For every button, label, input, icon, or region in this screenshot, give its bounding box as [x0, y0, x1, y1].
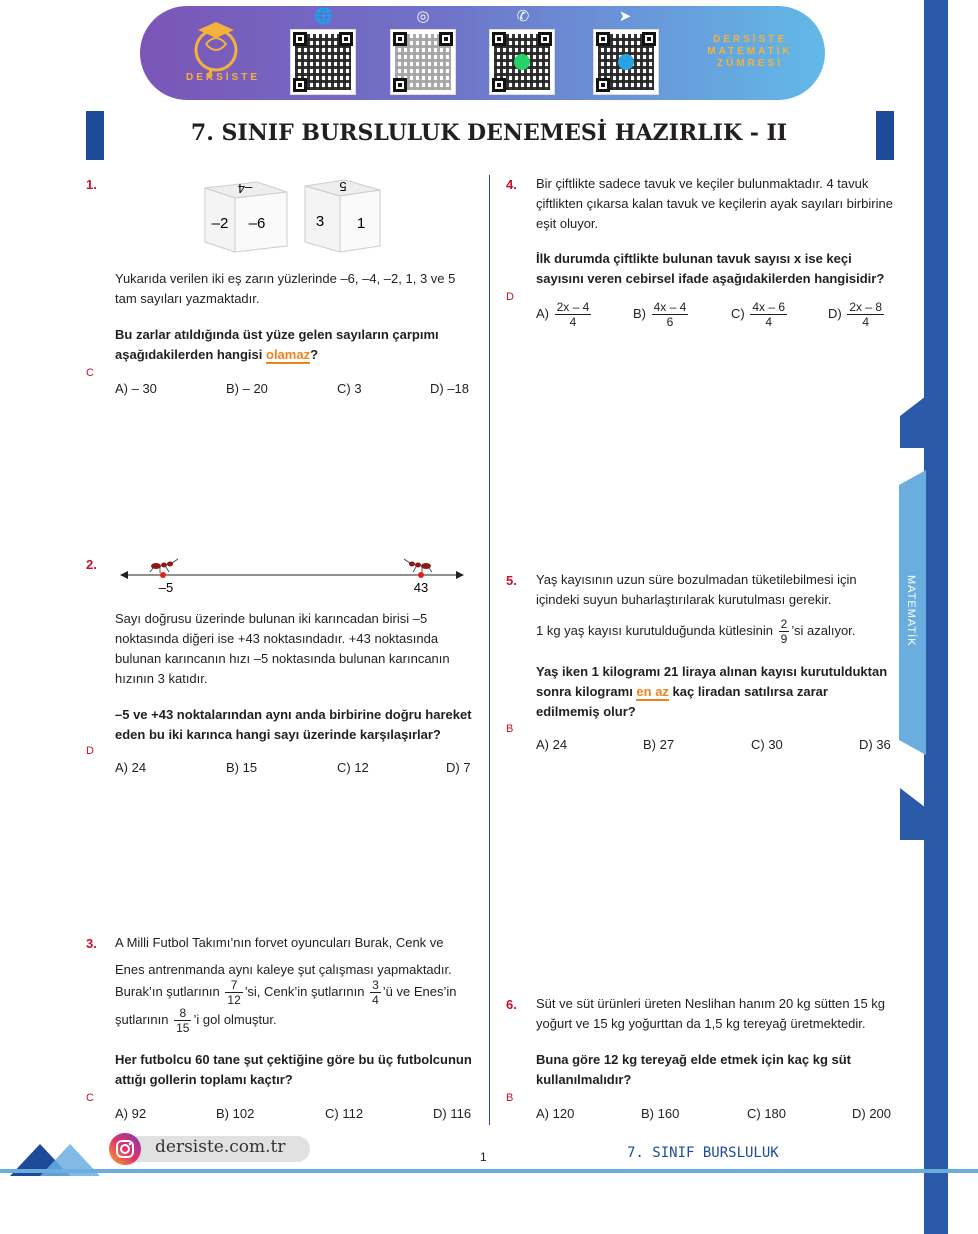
- question-number: 4.: [506, 177, 517, 192]
- title-bar-left: [86, 111, 104, 160]
- option-b[interactable]: B) $\frac{4x - 4}{6}$: [633, 300, 687, 329]
- question-number: 6.: [506, 997, 517, 1012]
- option-a[interactable]: A) $\frac{2x - 4}{4}$: [536, 300, 590, 329]
- answer-key: D: [506, 291, 514, 303]
- question-number: 1.: [86, 177, 97, 192]
- question-number: 5.: [506, 573, 517, 588]
- die-left-top: –4: [237, 181, 253, 196]
- option-d[interactable]: D) 7: [446, 760, 471, 775]
- zumre-text: DERSİSTE MATEMATİK ZÜMRESİ: [707, 34, 793, 69]
- answer-key: D: [86, 745, 94, 757]
- die-right-top: 5: [339, 179, 347, 194]
- option-c[interactable]: C) 30: [751, 737, 783, 752]
- die-left-face1: –2: [211, 215, 229, 232]
- fraction: $\frac{2}{9}$: [780, 617, 788, 646]
- website-link[interactable]: dersiste.com.tr: [155, 1137, 286, 1157]
- globe-icon: 🌐: [314, 8, 333, 25]
- option-c[interactable]: C) $\frac{4x - 6}{4}$: [731, 300, 786, 329]
- fraction: $\frac{7}{12}$: [227, 978, 241, 1007]
- side-tab-top: [900, 396, 926, 448]
- whatsapp-qr-code[interactable]: [489, 29, 555, 95]
- question-number: 2.: [86, 557, 97, 572]
- option-d[interactable]: D) 200: [852, 1106, 892, 1121]
- ant-right-icon: [404, 559, 432, 573]
- page-title: 7. SINIF BURSLULUK DENEMESİ HAZIRLIK - II: [190, 120, 788, 146]
- ant-left-icon: [150, 559, 178, 573]
- option-b[interactable]: B) – 20: [226, 381, 268, 396]
- answer-key: B: [506, 1092, 514, 1104]
- answer-key: B: [506, 723, 514, 735]
- option-a[interactable]: A) 24: [115, 760, 147, 775]
- q6-text: Süt ve süt ürünleri üreten Neslihan hanım 20 kg sütten 15 kg yoğurt ve 15 kg yoğurttan da 1,5 kg tereyağ üretmektedir.: [536, 996, 886, 1031]
- option-b[interactable]: B) 27: [643, 737, 675, 752]
- point-left-label: –5: [158, 580, 174, 595]
- title-bar-right: [876, 111, 894, 160]
- answer-key: C: [86, 367, 94, 379]
- page-number: 1: [480, 1150, 487, 1164]
- q2-text: Sayı doğrusu üzerinde bulunan iki karıncadan birisi –5 noktasında diğeri ise +43 noktasındadır. +43 noktasında bulunan karıncanın hızı –5 noktasında bulunan karıncanın hızının 3 katıdır.: [115, 611, 450, 686]
- q2-question: –5 ve +43 noktalarından aynı anda birbirine doğru hareket eden bu iki karınca hangi sayı üzerinde karşılaşırlar?: [115, 707, 472, 742]
- telegram-icon: ➤: [618, 8, 632, 25]
- option-d[interactable]: D) $\frac{2x - 8}{4}$: [828, 300, 883, 329]
- option-a[interactable]: A) 120: [536, 1106, 575, 1121]
- q6-question: Buna göre 12 kg tereyağ elde etmek için kaç kg süt kullanılmalıdır?: [536, 1052, 852, 1087]
- option-c[interactable]: C) 3: [337, 381, 362, 396]
- option-d[interactable]: D) 116: [433, 1106, 472, 1121]
- number-line-illustration: [118, 555, 466, 597]
- q5-text: Yaş kayısının uzun süre bozulmadan tüketilebilmesi için içindeki suyun buharlaştırılarak kurutulması gerekir.: [536, 572, 857, 607]
- option-a[interactable]: A) 24: [536, 737, 568, 752]
- highlight-word: en az: [636, 684, 669, 699]
- option-d[interactable]: D) –18: [430, 381, 470, 396]
- option-b[interactable]: B) 102: [216, 1106, 255, 1121]
- option-d[interactable]: D) 36: [859, 737, 891, 752]
- dice-illustration: [195, 178, 390, 256]
- q3-line3: Burak’ın şutlarının $\frac{7}{12}$ ’si, Cenk’in şutlarının $\frac{3}{4}$ ’ü ve Enes’in: [115, 978, 457, 1007]
- option-a[interactable]: A) – 30: [115, 381, 157, 396]
- q5-question: Yaş iken 1 kilogramı 21 liraya alınan kayısı kurutulduktan sonra kilogramı en az kaç liradan satılırsa zarar edilmemiş olur?: [536, 664, 888, 719]
- die-right-face1: 3: [315, 213, 325, 230]
- q3-line2: Enes antrenmanda aynı kaleye şut çalışması yapmaktadır.: [115, 962, 452, 977]
- website-qr-code[interactable]: [290, 29, 356, 95]
- side-tab-bottom: [900, 788, 926, 840]
- option-c[interactable]: C) 12: [337, 760, 369, 775]
- point-right-label: 43: [413, 580, 429, 595]
- die-right-face2: 1: [356, 215, 366, 232]
- q3-line1: A Milli Futbol Takımı’nın forvet oyuncuları Burak, Cenk ve: [115, 935, 444, 950]
- footer-title: 7. SINIF BURSLULUK: [627, 1145, 779, 1161]
- option-c[interactable]: C) 180: [747, 1106, 787, 1121]
- side-strip: [924, 0, 948, 1234]
- option-a[interactable]: A) 92: [115, 1106, 147, 1121]
- option-b[interactable]: B) 160: [641, 1106, 680, 1121]
- q3-line4: şutlarının $\frac{8}{15}$ ’i gol olmuştur.: [115, 1006, 277, 1035]
- instagram-icon: ◎: [416, 8, 430, 25]
- column-divider: [489, 175, 490, 1125]
- fraction: $\frac{8}{15}$: [176, 1006, 190, 1035]
- instagram-icon: [109, 1133, 141, 1165]
- q1-text: Yukarıda verilen iki eş zarın yüzlerinde –6, –4, –2, 1, 3 ve 5 tam sayıları yazmaktadır.: [115, 271, 456, 306]
- q1-question: Bu zarlar atıldığında üst yüze gelen sayıların çarpımı aşağıdakilerden hangisi olamaz?: [115, 327, 439, 362]
- telegram-qr-code[interactable]: [593, 29, 659, 95]
- q3-question: Her futbolcu 60 tane şut çektiğine göre bu üç futbolcunun attığı gollerin toplamı kaçtır?: [115, 1052, 472, 1087]
- highlight-word: olamaz: [266, 347, 311, 362]
- side-label: MATEMATİK: [905, 575, 917, 647]
- whatsapp-icon: ✆: [516, 8, 530, 25]
- q4-question: İlk durumda çiftlikte bulunan tavuk sayısı x ise keçi sayısını veren cebirsel ifade aşağıdakilerden hangisidir?: [536, 251, 885, 286]
- option-c[interactable]: C) 112: [325, 1106, 364, 1121]
- instagram-qr-code[interactable]: [390, 29, 456, 95]
- fraction: $\frac{3}{4}$: [372, 978, 379, 1007]
- logo-text: DERSİSTE: [185, 72, 260, 83]
- answer-key: C: [86, 1092, 94, 1104]
- option-b[interactable]: B) 15: [226, 760, 258, 775]
- question-number: 3.: [86, 936, 97, 951]
- q4-text: Bir çiftlikte sadece tavuk ve keçiler bulunmaktadır. 4 tavuk çiftlikten çıkarsa kalan tavuk ve keçilerin ayak sayıları birbirine eşit oluyor.: [536, 176, 893, 231]
- die-left-face2: –6: [248, 215, 266, 232]
- q5-line: 1 kg yaş kayısı kurutulduğunda kütlesinin $\frac{2}{9}$ ’si azalıyor.: [536, 617, 856, 646]
- footer-line: [0, 1169, 978, 1173]
